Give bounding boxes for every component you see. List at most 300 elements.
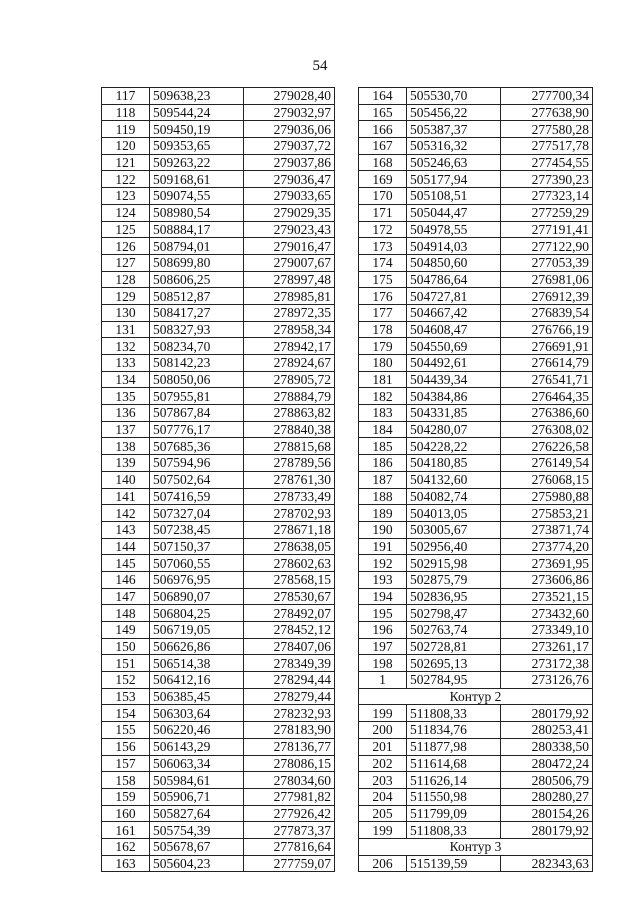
table-row bbox=[359, 455, 593, 472]
table-row bbox=[102, 488, 335, 505]
coordinate-y-cell: 276149,54 bbox=[501, 455, 593, 472]
coordinate-y-cell: 276464,35 bbox=[501, 388, 593, 405]
table-row bbox=[359, 538, 593, 555]
coordinate-y-cell: 276226,58 bbox=[501, 438, 593, 455]
coordinate-y-cell: 280154,26 bbox=[501, 805, 593, 822]
table-row bbox=[102, 171, 335, 188]
table-row bbox=[359, 271, 593, 288]
coordinate-x-cell: 505827,64 bbox=[150, 805, 244, 822]
table-row bbox=[359, 355, 593, 372]
table-row bbox=[359, 204, 593, 221]
table-row bbox=[102, 688, 335, 705]
table-row bbox=[102, 154, 335, 171]
coordinate-x-cell: 511626,14 bbox=[407, 772, 501, 789]
coordinate-y-cell: 278232,93 bbox=[244, 705, 335, 722]
coordinate-x-cell: 511834,76 bbox=[407, 722, 501, 739]
coordinate-y-cell: 280506,79 bbox=[501, 772, 593, 789]
coordinate-x-cell: 502695,13 bbox=[407, 655, 501, 672]
coordinate-y-cell: 280179,92 bbox=[501, 822, 593, 839]
coordinate-y-cell: 278924,67 bbox=[244, 355, 335, 372]
point-number-cell: 177 bbox=[359, 304, 407, 321]
coordinate-x-cell: 504180,85 bbox=[407, 455, 501, 472]
point-number-cell: 131 bbox=[102, 321, 150, 338]
table-row bbox=[359, 371, 593, 388]
coordinate-y-cell: 278407,06 bbox=[244, 638, 335, 655]
point-number-cell: 205 bbox=[359, 805, 407, 822]
coordinate-x-cell: 505678,67 bbox=[150, 838, 244, 855]
point-number-cell: 117 bbox=[102, 88, 150, 105]
point-number-cell: 127 bbox=[102, 254, 150, 271]
point-number-cell: 164 bbox=[359, 88, 407, 105]
coordinate-y-cell: 278942,17 bbox=[244, 338, 335, 355]
coordinate-x-cell: 506143,29 bbox=[150, 738, 244, 755]
table-row bbox=[359, 605, 593, 622]
contour-section-label: Контур 3 bbox=[359, 838, 593, 855]
point-number-cell: 142 bbox=[102, 505, 150, 522]
table-row bbox=[102, 738, 335, 755]
coordinate-x-cell: 505530,70 bbox=[407, 88, 501, 105]
coordinate-x-cell: 509168,61 bbox=[150, 171, 244, 188]
table-row bbox=[102, 622, 335, 639]
table-row bbox=[102, 505, 335, 522]
coordinate-y-cell: 278733,49 bbox=[244, 488, 335, 505]
table-row bbox=[102, 321, 335, 338]
point-number-cell: 136 bbox=[102, 405, 150, 422]
point-number-cell: 206 bbox=[359, 855, 407, 872]
coordinate-x-cell: 508794,01 bbox=[150, 238, 244, 255]
table-row bbox=[359, 388, 593, 405]
point-number-cell: 126 bbox=[102, 238, 150, 255]
table-row bbox=[359, 772, 593, 789]
table-row bbox=[359, 171, 593, 188]
point-number-cell: 171 bbox=[359, 204, 407, 221]
point-number-cell: 1 bbox=[359, 672, 407, 689]
contour-section-row bbox=[359, 688, 593, 705]
point-number-cell: 119 bbox=[102, 121, 150, 138]
table-row bbox=[359, 672, 593, 689]
coordinate-x-cell: 506890,07 bbox=[150, 588, 244, 605]
table-row bbox=[359, 555, 593, 572]
coordinate-x-cell: 507327,04 bbox=[150, 505, 244, 522]
point-number-cell: 152 bbox=[102, 672, 150, 689]
coordinate-y-cell: 279016,47 bbox=[244, 238, 335, 255]
point-number-cell: 157 bbox=[102, 755, 150, 772]
coordinate-y-cell: 277981,82 bbox=[244, 788, 335, 805]
coordinate-x-cell: 505316,32 bbox=[407, 138, 501, 155]
page-number: 54 bbox=[312, 58, 328, 74]
point-number-cell: 150 bbox=[102, 638, 150, 655]
coordinate-x-cell: 507060,55 bbox=[150, 555, 244, 572]
coordinate-x-cell: 504667,42 bbox=[407, 304, 501, 321]
table-row bbox=[102, 805, 335, 822]
table-row bbox=[102, 304, 335, 321]
point-number-cell: 195 bbox=[359, 605, 407, 622]
coordinate-y-cell: 276614,79 bbox=[501, 355, 593, 372]
coordinate-x-cell: 506303,64 bbox=[150, 705, 244, 722]
point-number-cell: 132 bbox=[102, 338, 150, 355]
coordinate-x-cell: 507867,84 bbox=[150, 405, 244, 422]
table-row bbox=[359, 221, 593, 238]
table-row bbox=[102, 254, 335, 271]
coordinate-x-cell: 507238,45 bbox=[150, 521, 244, 538]
point-number-cell: 179 bbox=[359, 338, 407, 355]
coordinate-y-cell: 278086,15 bbox=[244, 755, 335, 772]
table-row bbox=[102, 421, 335, 438]
table-row bbox=[359, 705, 593, 722]
table-row bbox=[102, 204, 335, 221]
coordinate-x-cell: 502798,47 bbox=[407, 605, 501, 622]
coordinate-x-cell: 506804,25 bbox=[150, 605, 244, 622]
point-number-cell: 153 bbox=[102, 688, 150, 705]
table-row bbox=[359, 104, 593, 121]
table-row bbox=[359, 471, 593, 488]
point-number-cell: 140 bbox=[102, 471, 150, 488]
coordinate-x-cell: 511808,33 bbox=[407, 822, 501, 839]
table-row bbox=[102, 588, 335, 605]
coordinate-x-cell: 508884,17 bbox=[150, 221, 244, 238]
coordinate-y-cell: 278702,93 bbox=[244, 505, 335, 522]
coordinate-x-cell: 505044,47 bbox=[407, 204, 501, 221]
coordinate-y-cell: 278136,77 bbox=[244, 738, 335, 755]
coordinate-y-cell: 276912,39 bbox=[501, 288, 593, 305]
coordinate-y-cell: 276981,06 bbox=[501, 271, 593, 288]
coordinate-x-cell: 504132,60 bbox=[407, 471, 501, 488]
coordinate-x-cell: 511614,68 bbox=[407, 755, 501, 772]
table-row bbox=[359, 154, 593, 171]
point-number-cell: 163 bbox=[102, 855, 150, 872]
table-row bbox=[359, 405, 593, 422]
table-row bbox=[102, 822, 335, 839]
coordinate-y-cell: 277580,28 bbox=[501, 121, 593, 138]
point-number-cell: 156 bbox=[102, 738, 150, 755]
table-row bbox=[102, 672, 335, 689]
coordinate-x-cell: 502728,81 bbox=[407, 638, 501, 655]
point-number-cell: 181 bbox=[359, 371, 407, 388]
coordinate-y-cell: 279023,43 bbox=[244, 221, 335, 238]
table-row bbox=[359, 755, 593, 772]
coordinate-y-cell: 279036,06 bbox=[244, 121, 335, 138]
coordinate-x-cell: 502956,40 bbox=[407, 538, 501, 555]
point-number-cell: 178 bbox=[359, 321, 407, 338]
coordinate-x-cell: 504384,86 bbox=[407, 388, 501, 405]
coordinate-y-cell: 277122,90 bbox=[501, 238, 593, 255]
coordinate-y-cell: 276541,71 bbox=[501, 371, 593, 388]
point-number-cell: 192 bbox=[359, 555, 407, 572]
point-number-cell: 184 bbox=[359, 421, 407, 438]
coordinate-y-cell: 278183,90 bbox=[244, 722, 335, 739]
coordinate-x-cell: 506626,86 bbox=[150, 638, 244, 655]
coordinate-x-cell: 504082,74 bbox=[407, 488, 501, 505]
table-row bbox=[102, 188, 335, 205]
coordinate-x-cell: 507594,96 bbox=[150, 455, 244, 472]
table-row bbox=[359, 805, 593, 822]
contour-section-label: Контур 2 bbox=[359, 688, 593, 705]
table-row bbox=[102, 455, 335, 472]
coordinate-y-cell: 279036,47 bbox=[244, 171, 335, 188]
coordinate-x-cell: 509450,19 bbox=[150, 121, 244, 138]
coordinate-y-cell: 277191,41 bbox=[501, 221, 593, 238]
coordinate-y-cell: 276308,02 bbox=[501, 421, 593, 438]
coordinate-y-cell: 279037,86 bbox=[244, 154, 335, 171]
coordinate-y-cell: 278602,63 bbox=[244, 555, 335, 572]
table-row bbox=[102, 271, 335, 288]
coordinate-y-cell: 278279,44 bbox=[244, 688, 335, 705]
point-number-cell: 190 bbox=[359, 521, 407, 538]
coordinate-x-cell: 509544,24 bbox=[150, 104, 244, 121]
point-number-cell: 135 bbox=[102, 388, 150, 405]
coordinate-y-cell: 277517,78 bbox=[501, 138, 593, 155]
coordinate-y-cell: 280338,50 bbox=[501, 738, 593, 755]
coordinate-x-cell: 502875,79 bbox=[407, 571, 501, 588]
coordinate-y-cell: 276766,19 bbox=[501, 321, 593, 338]
table-row bbox=[102, 104, 335, 121]
table-row bbox=[359, 421, 593, 438]
coordinate-y-cell: 273261,17 bbox=[501, 638, 593, 655]
table-row bbox=[359, 138, 593, 155]
coordinate-y-cell: 278997,48 bbox=[244, 271, 335, 288]
point-number-cell: 180 bbox=[359, 355, 407, 372]
coordinate-x-cell: 509263,22 bbox=[150, 154, 244, 171]
point-number-cell: 120 bbox=[102, 138, 150, 155]
table-row bbox=[359, 788, 593, 805]
coordinate-x-cell: 511799,09 bbox=[407, 805, 501, 822]
table-row bbox=[359, 288, 593, 305]
coordinate-y-cell: 280253,41 bbox=[501, 722, 593, 739]
coordinate-x-cell: 511550,98 bbox=[407, 788, 501, 805]
coordinate-x-cell: 505984,61 bbox=[150, 772, 244, 789]
coordinate-x-cell: 508142,23 bbox=[150, 355, 244, 372]
point-number-cell: 160 bbox=[102, 805, 150, 822]
coordinate-x-cell: 505108,51 bbox=[407, 188, 501, 205]
point-number-cell: 130 bbox=[102, 304, 150, 321]
coordinate-y-cell: 278815,68 bbox=[244, 438, 335, 455]
coordinate-y-cell: 282343,63 bbox=[501, 855, 593, 872]
point-number-cell: 148 bbox=[102, 605, 150, 622]
table-row bbox=[102, 405, 335, 422]
point-number-cell: 199 bbox=[359, 705, 407, 722]
table-row bbox=[102, 121, 335, 138]
coordinate-y-cell: 273172,38 bbox=[501, 655, 593, 672]
coordinate-y-cell: 279007,67 bbox=[244, 254, 335, 271]
coordinate-x-cell: 511877,98 bbox=[407, 738, 501, 755]
coordinate-y-cell: 278789,56 bbox=[244, 455, 335, 472]
coordinate-x-cell: 505177,94 bbox=[407, 171, 501, 188]
table-row bbox=[359, 822, 593, 839]
point-number-cell: 202 bbox=[359, 755, 407, 772]
table-row bbox=[359, 321, 593, 338]
coordinate-y-cell: 276691,91 bbox=[501, 338, 593, 355]
coordinate-x-cell: 507416,59 bbox=[150, 488, 244, 505]
table-row bbox=[359, 304, 593, 321]
table-row bbox=[102, 571, 335, 588]
point-number-cell: 174 bbox=[359, 254, 407, 271]
coordinate-y-cell: 273126,76 bbox=[501, 672, 593, 689]
coordinate-x-cell: 505906,71 bbox=[150, 788, 244, 805]
coordinate-x-cell: 506063,34 bbox=[150, 755, 244, 772]
coordinate-x-cell: 502915,98 bbox=[407, 555, 501, 572]
coordinate-x-cell: 515139,59 bbox=[407, 855, 501, 872]
coordinate-x-cell: 504727,81 bbox=[407, 288, 501, 305]
table-row bbox=[359, 855, 593, 872]
coordinate-y-cell: 277816,64 bbox=[244, 838, 335, 855]
table-row bbox=[359, 254, 593, 271]
point-number-cell: 121 bbox=[102, 154, 150, 171]
coordinate-x-cell: 504492,61 bbox=[407, 355, 501, 372]
table-row bbox=[359, 738, 593, 755]
point-number-cell: 169 bbox=[359, 171, 407, 188]
coordinate-y-cell: 278840,38 bbox=[244, 421, 335, 438]
coordinate-x-cell: 507685,36 bbox=[150, 438, 244, 455]
coordinate-x-cell: 506412,16 bbox=[150, 672, 244, 689]
coordinate-y-cell: 276386,60 bbox=[501, 405, 593, 422]
point-number-cell: 149 bbox=[102, 622, 150, 639]
point-number-cell: 199 bbox=[359, 822, 407, 839]
coordinate-x-cell: 508417,27 bbox=[150, 304, 244, 321]
coordinate-y-cell: 278884,79 bbox=[244, 388, 335, 405]
coordinate-x-cell: 508606,25 bbox=[150, 271, 244, 288]
coordinate-y-cell: 278452,12 bbox=[244, 622, 335, 639]
coordinate-y-cell: 277700,34 bbox=[501, 88, 593, 105]
coordinate-y-cell: 279037,72 bbox=[244, 138, 335, 155]
point-number-cell: 139 bbox=[102, 455, 150, 472]
point-number-cell: 165 bbox=[359, 104, 407, 121]
coordinate-x-cell: 502836,95 bbox=[407, 588, 501, 605]
point-number-cell: 172 bbox=[359, 221, 407, 238]
coordinate-x-cell: 505456,22 bbox=[407, 104, 501, 121]
table-row bbox=[359, 238, 593, 255]
point-number-cell: 194 bbox=[359, 588, 407, 605]
coordinate-y-cell: 279032,97 bbox=[244, 104, 335, 121]
table-row bbox=[359, 88, 593, 105]
point-number-cell: 189 bbox=[359, 505, 407, 522]
coordinate-y-cell: 278034,60 bbox=[244, 772, 335, 789]
table-row bbox=[102, 788, 335, 805]
coordinate-x-cell: 507502,64 bbox=[150, 471, 244, 488]
table-row bbox=[102, 238, 335, 255]
coordinate-y-cell: 277053,39 bbox=[501, 254, 593, 271]
table-row bbox=[359, 438, 593, 455]
point-number-cell: 151 bbox=[102, 655, 150, 672]
point-number-cell: 147 bbox=[102, 588, 150, 605]
contour-section-row bbox=[359, 838, 593, 855]
table-row bbox=[102, 705, 335, 722]
point-number-cell: 198 bbox=[359, 655, 407, 672]
coordinate-x-cell: 503005,67 bbox=[407, 521, 501, 538]
point-number-cell: 118 bbox=[102, 104, 150, 121]
coordinate-x-cell: 504439,34 bbox=[407, 371, 501, 388]
coordinate-y-cell: 273349,10 bbox=[501, 622, 593, 639]
coordinate-x-cell: 504914,03 bbox=[407, 238, 501, 255]
point-number-cell: 129 bbox=[102, 288, 150, 305]
coordinate-x-cell: 502763,74 bbox=[407, 622, 501, 639]
coordinate-y-cell: 278863,82 bbox=[244, 405, 335, 422]
point-number-cell: 201 bbox=[359, 738, 407, 755]
coordinate-y-cell: 278492,07 bbox=[244, 605, 335, 622]
point-number-cell: 162 bbox=[102, 838, 150, 855]
coordinate-y-cell: 278530,67 bbox=[244, 588, 335, 605]
table-row bbox=[359, 588, 593, 605]
table-row bbox=[102, 521, 335, 538]
table-row bbox=[102, 388, 335, 405]
point-number-cell: 168 bbox=[359, 154, 407, 171]
table-row bbox=[102, 338, 335, 355]
coordinate-y-cell: 276068,15 bbox=[501, 471, 593, 488]
point-number-cell: 173 bbox=[359, 238, 407, 255]
coordinate-y-cell: 275853,21 bbox=[501, 505, 593, 522]
point-number-cell: 161 bbox=[102, 822, 150, 839]
coordinate-x-cell: 504978,55 bbox=[407, 221, 501, 238]
coordinate-x-cell: 507955,81 bbox=[150, 388, 244, 405]
point-number-cell: 166 bbox=[359, 121, 407, 138]
coordinates-table-right-body bbox=[359, 88, 593, 872]
coordinates-table-left-body bbox=[102, 88, 335, 872]
point-number-cell: 144 bbox=[102, 538, 150, 555]
point-number-cell: 197 bbox=[359, 638, 407, 655]
coordinate-x-cell: 504608,47 bbox=[407, 321, 501, 338]
table-row bbox=[102, 605, 335, 622]
point-number-cell: 128 bbox=[102, 271, 150, 288]
point-number-cell: 138 bbox=[102, 438, 150, 455]
table-row bbox=[359, 505, 593, 522]
coordinate-x-cell: 508234,70 bbox=[150, 338, 244, 355]
table-row bbox=[359, 521, 593, 538]
coordinate-x-cell: 504228,22 bbox=[407, 438, 501, 455]
coordinate-y-cell: 276839,54 bbox=[501, 304, 593, 321]
point-number-cell: 182 bbox=[359, 388, 407, 405]
coordinate-y-cell: 280179,92 bbox=[501, 705, 593, 722]
coordinate-x-cell: 511808,33 bbox=[407, 705, 501, 722]
point-number-cell: 200 bbox=[359, 722, 407, 739]
table-row bbox=[359, 622, 593, 639]
table-row bbox=[359, 571, 593, 588]
point-number-cell: 191 bbox=[359, 538, 407, 555]
point-number-cell: 193 bbox=[359, 571, 407, 588]
point-number-cell: 155 bbox=[102, 722, 150, 739]
coordinate-y-cell: 277390,23 bbox=[501, 171, 593, 188]
coordinate-x-cell: 508512,87 bbox=[150, 288, 244, 305]
coordinate-x-cell: 504550,69 bbox=[407, 338, 501, 355]
coordinate-y-cell: 278761,30 bbox=[244, 471, 335, 488]
table-row bbox=[102, 772, 335, 789]
table-row bbox=[102, 221, 335, 238]
table-row bbox=[359, 655, 593, 672]
point-number-cell: 134 bbox=[102, 371, 150, 388]
coordinate-y-cell: 277259,29 bbox=[501, 204, 593, 221]
coordinate-x-cell: 505387,37 bbox=[407, 121, 501, 138]
table-row bbox=[102, 838, 335, 855]
coordinate-x-cell: 504850,60 bbox=[407, 254, 501, 271]
table-row bbox=[102, 471, 335, 488]
table-row bbox=[102, 655, 335, 672]
table-row bbox=[359, 638, 593, 655]
point-number-cell: 196 bbox=[359, 622, 407, 639]
point-number-cell: 146 bbox=[102, 571, 150, 588]
coordinate-y-cell: 278568,15 bbox=[244, 571, 335, 588]
coordinate-x-cell: 506220,46 bbox=[150, 722, 244, 739]
coordinate-x-cell: 507150,37 bbox=[150, 538, 244, 555]
coordinate-y-cell: 273606,86 bbox=[501, 571, 593, 588]
coordinate-x-cell: 505246,63 bbox=[407, 154, 501, 171]
coordinate-y-cell: 273691,95 bbox=[501, 555, 593, 572]
table-row bbox=[102, 288, 335, 305]
point-number-cell: 167 bbox=[359, 138, 407, 155]
coordinate-y-cell: 277454,55 bbox=[501, 154, 593, 171]
coordinate-y-cell: 279028,40 bbox=[244, 88, 335, 105]
coordinate-x-cell: 509638,23 bbox=[150, 88, 244, 105]
point-number-cell: 183 bbox=[359, 405, 407, 422]
coordinate-y-cell: 278905,72 bbox=[244, 371, 335, 388]
table-row bbox=[102, 138, 335, 155]
